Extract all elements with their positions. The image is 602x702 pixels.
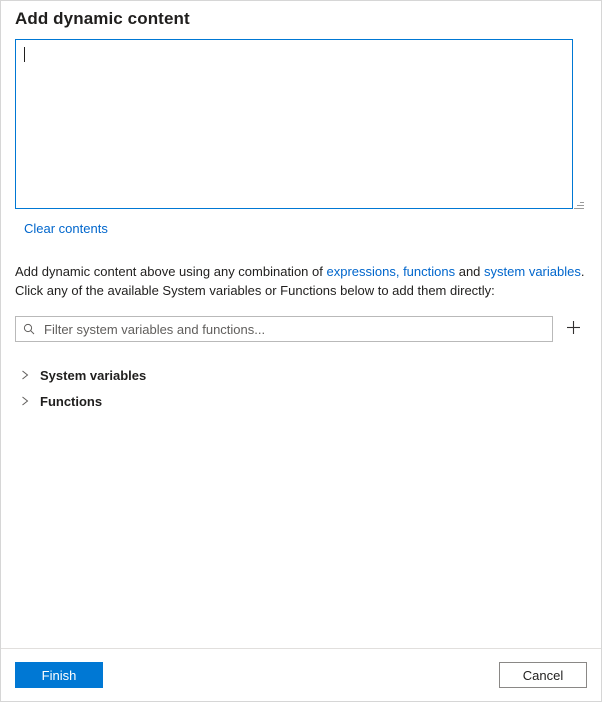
tree-item-functions[interactable] bbox=[15, 388, 587, 414]
chevron-right-icon[interactable] bbox=[17, 393, 33, 409]
tree-item-label: Functions bbox=[40, 393, 103, 409]
description-line1-prefix: Add dynamic content above using any combination of bbox=[15, 264, 327, 279]
description-line2: Click any of the available System variables or Functions below to add them directly: bbox=[15, 283, 495, 298]
cancel-button[interactable]: Cancel bbox=[499, 662, 587, 688]
resize-grip-icon[interactable] bbox=[574, 199, 584, 209]
expressions-functions-link[interactable]: expressions, functions bbox=[326, 264, 456, 279]
page-title: Add dynamic content bbox=[15, 9, 190, 28]
plus-icon bbox=[566, 320, 581, 338]
content-tree bbox=[15, 362, 587, 414]
chevron-right-icon[interactable] bbox=[17, 367, 33, 383]
panel-body bbox=[1, 39, 601, 648]
description-line1-middle: and bbox=[455, 264, 485, 279]
panel-footer bbox=[1, 648, 601, 701]
tree-item-system-variables[interactable] bbox=[15, 362, 587, 388]
dynamic-content-editor-wrap bbox=[15, 39, 587, 212]
search-icon bbox=[23, 323, 35, 335]
tree-item-label: System variables bbox=[40, 367, 147, 383]
dynamic-content-textarea[interactable] bbox=[15, 39, 573, 209]
description-text bbox=[15, 262, 585, 300]
system-variables-link[interactable]: system variables bbox=[484, 264, 581, 279]
filter-box[interactable] bbox=[15, 316, 553, 342]
finish-button[interactable]: Finish bbox=[15, 662, 103, 688]
filter-input[interactable] bbox=[42, 317, 552, 341]
text-caret bbox=[24, 47, 25, 62]
filter-row bbox=[15, 316, 587, 342]
description-line1-suffix: . bbox=[580, 264, 585, 279]
add-parameter-button[interactable] bbox=[559, 316, 587, 342]
clear-contents-link[interactable]: Clear contents bbox=[24, 221, 108, 236]
